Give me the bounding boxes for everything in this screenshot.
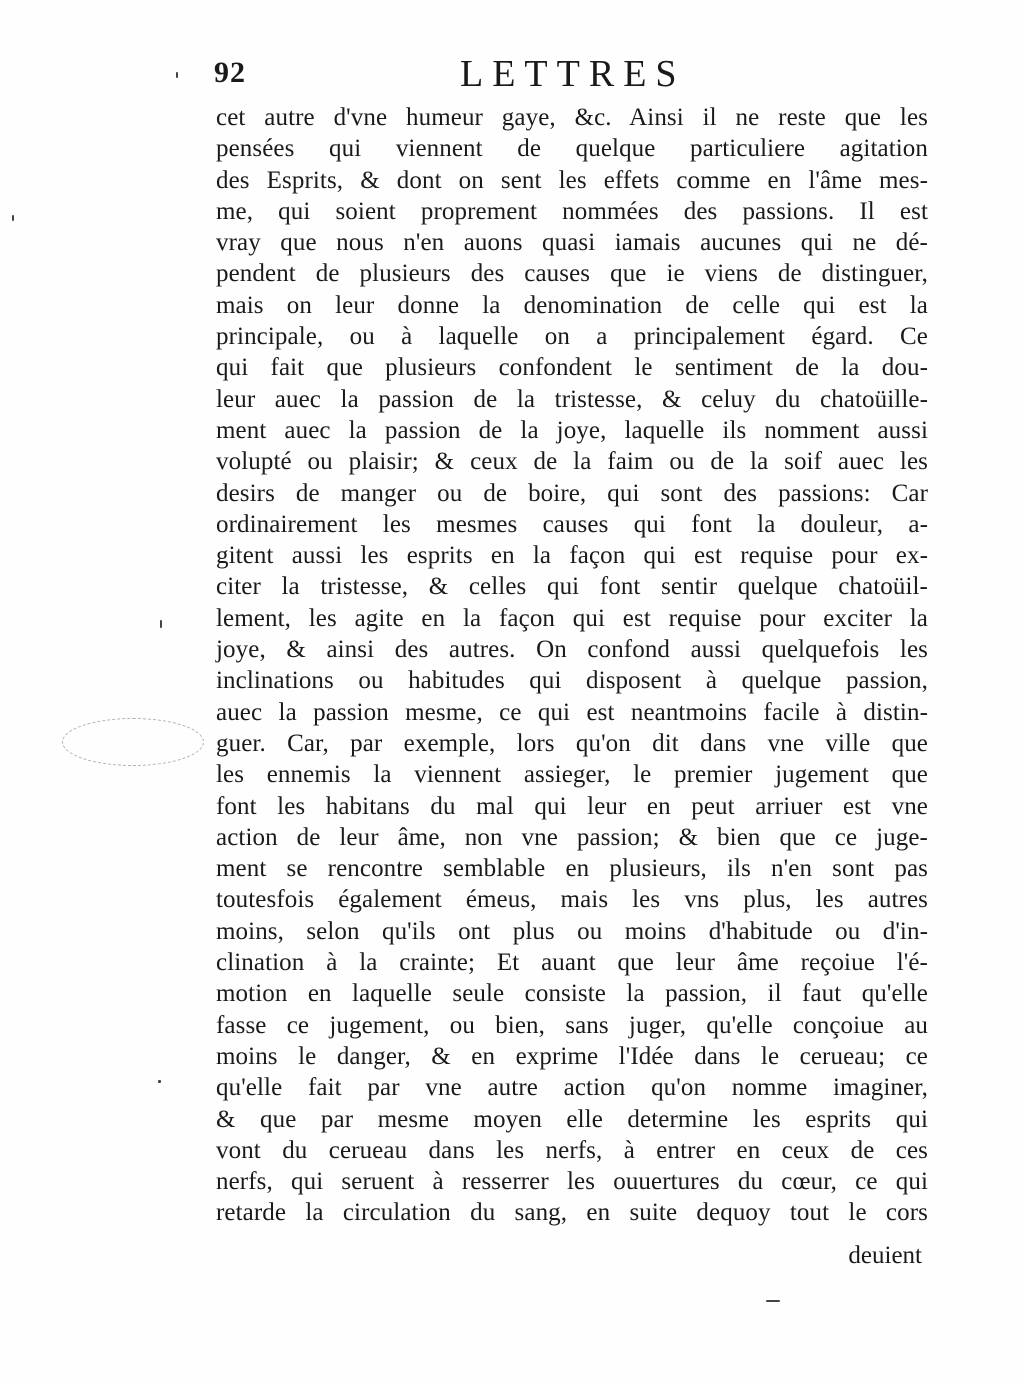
text-line: clination à la crainte; Et auant que leur âme reçoiue l'é- — [216, 949, 928, 977]
text-line: font les habitans du mal qui leur en peut arriuer est vne — [216, 792, 928, 820]
text-line: nerfs, qui seruent à resserrer les ouuertures du cœur, ce qui — [216, 1168, 928, 1196]
text-line: vray que nous n'en auons quasi iamais aucunes qui ne dé- — [216, 229, 928, 257]
text-line: pensées qui viennent de quelque particuliere agitation — [216, 135, 928, 163]
ink-speck — [160, 620, 162, 628]
ink-speck — [158, 1080, 161, 1083]
page-number: 92 — [214, 56, 246, 89]
text-line: pendent de plusieurs des causes que ie viens de distinguer, — [216, 260, 928, 288]
text-line: fasse ce jugement, ou bien, sans juger, qu'elle conçoiue au — [216, 1011, 928, 1039]
text-line: motion en laquelle seule consiste la passion, il faut qu'elle — [216, 980, 928, 1008]
catchword: deuient — [848, 1242, 922, 1269]
text-line: qu'elle fait par vne autre action qu'on nomme imaginer, — [216, 1074, 928, 1102]
body-text — [216, 102, 928, 1229]
ink-speck — [12, 215, 14, 221]
text-line: retarde la circulation du sang, en suite dequoy tout le cors — [216, 1199, 928, 1227]
text-line: principale, ou à laquelle on a principalement égard. Ce — [216, 323, 928, 351]
text-line: citer la tristesse, & celles qui font sentir quelque chatoüil- — [216, 573, 928, 601]
text-line: guer. Car, par exemple, lors qu'on dit dans vne ville que — [216, 729, 928, 757]
text-line: auec la passion mesme, ce qui est neantmoins facile à distin- — [216, 698, 928, 726]
ink-speck — [766, 1300, 780, 1302]
text-line: volupté ou plaisir; & ceux de la faim ou de la soif auec les — [216, 448, 928, 476]
text-line: toutesfois également émeus, mais les vns plus, les autres — [216, 886, 928, 914]
text-line: qui fait que plusieurs confondent le sentiment de la dou- — [216, 354, 928, 382]
text-line: gitent aussi les esprits en la façon qui est requise pour ex- — [216, 542, 928, 570]
text-line: & que par mesme moyen elle determine les esprits qui — [216, 1105, 928, 1133]
text-line: action de leur âme, non vne passion; & bien que ce juge- — [216, 823, 928, 851]
text-line: inclinations ou habitudes qui disposent à quelque passion, — [216, 667, 928, 695]
running-head: LETTRES — [460, 53, 686, 95]
text-line: moins le danger, & en exprime l'Idée dans le cerueau; ce — [216, 1042, 928, 1070]
text-line: mais on leur donne la denomination de celle qui est la — [216, 291, 928, 319]
text-line: lement, les agite en la façon qui est requise pour exciter la — [216, 604, 928, 632]
text-line: les ennemis la viennent assieger, le premier jugement que — [216, 761, 928, 789]
text-line: desirs de manger ou de boire, qui sont des passions: Car — [216, 479, 928, 507]
text-line: des Esprits, & dont on sent les effets comme en l'âme mes- — [216, 166, 928, 194]
text-line: ment auec la passion de la joye, laquelle ils nomment aussi — [216, 416, 928, 444]
ink-speck — [176, 72, 178, 78]
page-smudge — [62, 718, 204, 766]
text-line: joye, & ainsi des autres. On confond aussi quelquefois les — [216, 636, 928, 664]
text-line: leur auec la passion de la tristesse, & celuy du chatoüille- — [216, 385, 928, 413]
text-line: ment se rencontre semblable en plusieurs, ils n'en sont pas — [216, 855, 928, 883]
text-line: vont du cerueau dans les nerfs, à entrer en ceux de ces — [216, 1136, 928, 1164]
text-line: moins, selon qu'ils ont plus ou moins d'habitude ou d'in- — [216, 917, 928, 945]
text-line: me, qui soient proprement nommées des passions. Il est — [216, 197, 928, 225]
text-line: cet autre d'vne humeur gaye, &c. Ainsi il ne reste que les — [216, 104, 928, 131]
text-line: ordinairement les mesmes causes qui font la douleur, a- — [216, 510, 928, 538]
